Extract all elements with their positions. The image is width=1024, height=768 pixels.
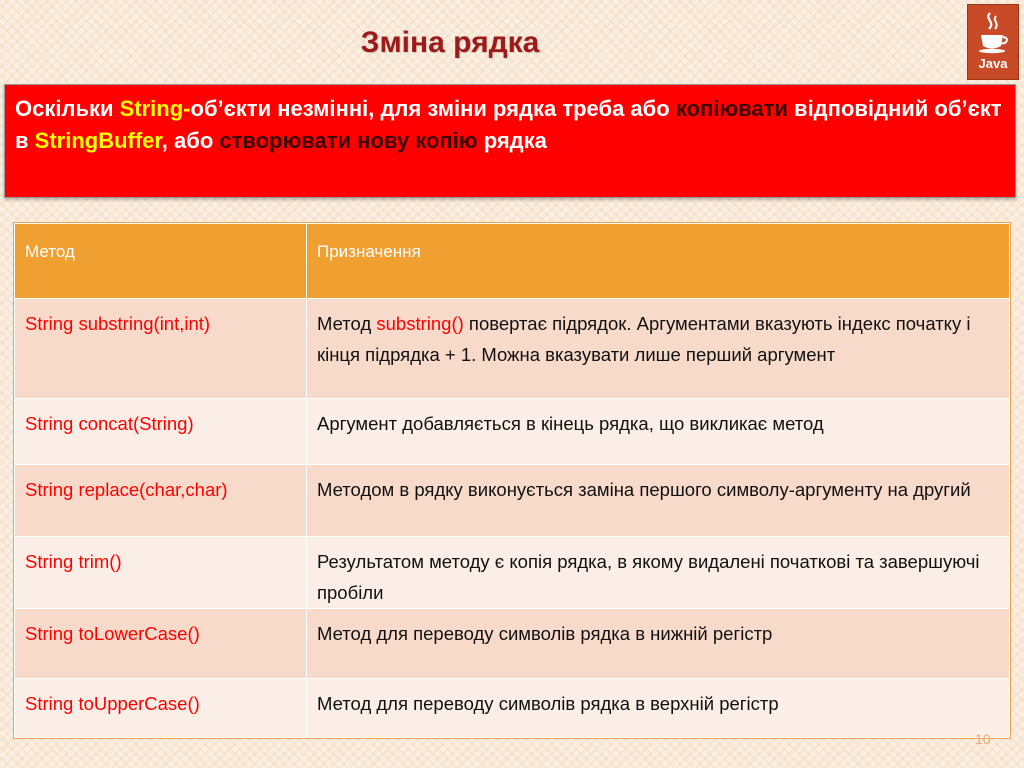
- table-row: [15, 399, 1010, 465]
- java-logo-text: Java: [978, 56, 1008, 71]
- table-row: [15, 465, 1010, 537]
- description-text: Методом в рядку виконується заміна першого символу-аргументу на другий: [317, 479, 971, 500]
- methods-table: [14, 223, 1010, 738]
- description-text: Аргумент добавляється в кінець рядка, що викликає метод: [317, 413, 824, 434]
- banner-text-emphasis: копіювати: [675, 96, 788, 121]
- banner-text-normal: Оскільки: [15, 96, 120, 121]
- description-text: Метод для переводу символів рядка в верхній регістр: [317, 693, 779, 714]
- method-cell: String toLowerCase(): [15, 609, 307, 679]
- java-cup-icon: [976, 11, 1010, 55]
- description-text: Результатом методу є копія рядка, в якому видалені початкові та завершуючі пробіли: [317, 551, 980, 603]
- methods-table-container: [13, 222, 1011, 739]
- java-logo: [967, 4, 1019, 80]
- slide-title: Зміна рядка: [360, 26, 540, 59]
- banner-text-normal: об’єкти незмінні, для зміни рядка треба або: [190, 96, 676, 121]
- description-text: Метод: [317, 313, 377, 334]
- header-method: Метод: [15, 224, 307, 299]
- banner-text-normal: відповідний об’єкт в: [15, 96, 1002, 153]
- banner-text-highlight: StringBuffer: [34, 128, 162, 153]
- description-text: повертає підрядок. Аргументами вказують індекс початку і кінця підрядка + 1. Можна вказувати лише перший аргумент: [317, 313, 971, 365]
- page-number: 10: [975, 731, 991, 747]
- description-text: Метод для переводу символів рядка в нижній регістр: [317, 623, 773, 644]
- description-cell: [307, 299, 1010, 399]
- header-purpose: Призначення: [307, 224, 1010, 299]
- info-banner: [4, 84, 1016, 198]
- description-cell: [307, 465, 1010, 537]
- description-cell: [307, 537, 1010, 609]
- description-cell: [307, 609, 1010, 679]
- description-cell: [307, 679, 1010, 738]
- banner-text-highlight: String-: [119, 96, 191, 121]
- table-row: [15, 537, 1010, 609]
- table-row: [15, 679, 1010, 738]
- method-cell: String concat(String): [15, 399, 307, 465]
- description-cell: [307, 399, 1010, 465]
- method-cell: String trim(): [15, 537, 307, 609]
- method-cell: String substring(int,int): [15, 299, 307, 399]
- description-code: substring(): [376, 313, 464, 334]
- table-row: [15, 609, 1010, 679]
- method-cell: String toUpperCase(): [15, 679, 307, 738]
- method-cell: String replace(char,char): [15, 465, 307, 537]
- banner-text-normal: рядка: [477, 128, 547, 153]
- table-row: [15, 299, 1010, 399]
- banner-text-normal: , або: [161, 128, 220, 153]
- banner-text-emphasis: створювати нову копію: [219, 128, 478, 153]
- table-header-row: [15, 224, 1010, 299]
